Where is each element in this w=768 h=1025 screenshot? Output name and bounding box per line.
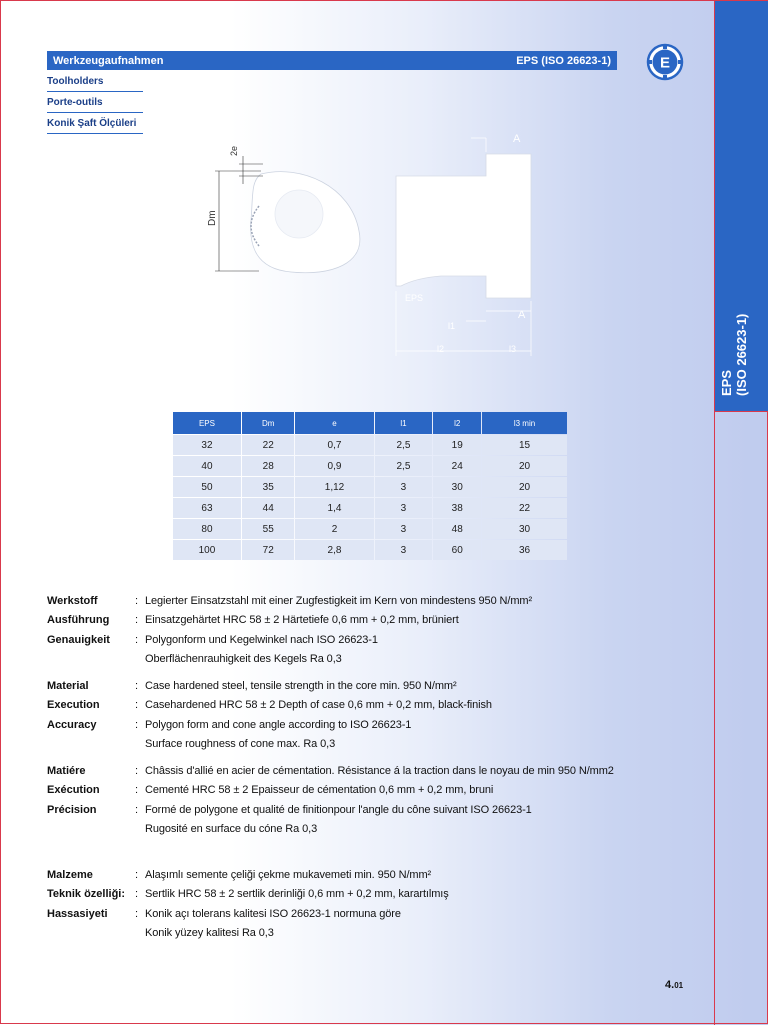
table-cell: 44 (242, 498, 295, 518)
spec-value: Oberflächenrauhigkeit des Kegels Ra 0,3 (145, 653, 342, 666)
spec-colon: : (135, 888, 139, 901)
spec-key: Werkstoff (47, 594, 98, 607)
spec-line (47, 820, 614, 840)
spec-line (47, 924, 449, 944)
spec-line (47, 696, 492, 716)
spec-line (47, 800, 614, 820)
table-cell: 3 (375, 477, 433, 497)
spec-colon: : (135, 594, 139, 607)
label-eps: EPS (405, 293, 424, 303)
spec-line (47, 885, 449, 905)
spec-value: Rugosité en surface du cóne Ra 0,3 (145, 823, 318, 836)
table-cell: 72 (242, 540, 295, 560)
table-cell: 2,5 (375, 435, 433, 455)
table-cell: 35 (242, 477, 295, 497)
spec-value: Formé de polygone et qualité de finitionpour l'angle du cône suivant ISO 26623-1 (145, 803, 532, 816)
col-l3: l3 min (482, 412, 567, 434)
side-tab-line1: EPS (719, 369, 734, 396)
table-cell: 0,9 (295, 456, 373, 476)
spec-value: Sertlik HRC 58 ± 2 sertlik derinliği 0,6 mm + 0,2 mm, karartılmış (145, 888, 449, 901)
spec-block (47, 676, 492, 754)
title-bar (47, 51, 617, 70)
table-cell: 3 (375, 498, 433, 518)
table-cell: 24 (433, 456, 481, 476)
page-number: 4.01 (665, 979, 684, 991)
spec-key: Exécution (47, 784, 100, 797)
spec-line (47, 761, 614, 781)
table-cell: 22 (482, 498, 567, 518)
spec-line (47, 630, 532, 650)
table-cell: 0,7 (295, 435, 373, 455)
spec-colon: : (135, 633, 139, 646)
spec-key: Hassasiyeti (47, 907, 108, 920)
label-l2: l2 (437, 344, 445, 354)
spec-line (47, 735, 492, 755)
spec-colon: : (135, 614, 139, 627)
label-a-top: A (513, 133, 521, 145)
spec-value: Surface roughness of cone max. Ra 0,3 (145, 738, 336, 751)
table-cell: 3 (375, 519, 433, 539)
table-cell: 19 (433, 435, 481, 455)
spec-key: Matiére (47, 764, 86, 777)
spec-value: Casehardened HRC 58 ± 2 Depth of case 0,6 mm + 0,2 mm, black-finish (145, 699, 492, 712)
table-cell: 28 (242, 456, 295, 476)
table-cell: 55 (242, 519, 295, 539)
table-row (173, 477, 567, 497)
spec-block (47, 591, 532, 669)
dim-2e: 2e (229, 145, 239, 156)
spec-value: Case hardened steel, tensile strength in the core min. 950 N/mm² (145, 679, 457, 692)
spec-key: Teknik özelliği: (47, 888, 126, 901)
spec-value: Legierter Einsatzstahl mit einer Zugfestigkeit im Kern von mindestens 950 N/mm² (145, 594, 533, 607)
table-cell: 30 (482, 519, 567, 539)
table-row (173, 540, 567, 560)
side-tab-line2: (ISO 26623-1) (734, 313, 749, 396)
technical-drawing (201, 126, 561, 366)
table-cell: 2 (295, 519, 373, 539)
spec-value: Einsatzgehärtet HRC 58 ± 2 Härtetiefe 0,6 mm + 0,2 mm, brüniert (145, 614, 459, 627)
spec-colon: : (135, 784, 139, 797)
col-eps: EPS (173, 412, 241, 434)
table-cell: 15 (482, 435, 567, 455)
table-row (173, 519, 567, 539)
table-row (173, 435, 567, 455)
spec-line (47, 591, 532, 611)
label-l1: l1 (448, 321, 456, 331)
title-left: Werkzeugaufnahmen (53, 54, 164, 67)
spec-colon: : (135, 699, 139, 712)
table-cell: 1,12 (295, 477, 373, 497)
col-dm: Dm (242, 412, 295, 434)
col-l1: l1 (375, 412, 433, 434)
title-right: EPS (ISO 26623-1) (516, 54, 611, 67)
table-cell: 40 (173, 456, 241, 476)
table-cell: 38 (433, 498, 481, 518)
spec-value: Konik yüzey kalitesi Ra 0,3 (145, 927, 274, 940)
label-a-bottom: A (518, 309, 526, 321)
table-cell: 50 (173, 477, 241, 497)
subtitle-porte-outils: Porte-outils (47, 97, 143, 113)
subtitle-toolholders: Toolholders (47, 76, 143, 92)
spec-key: Ausführung (47, 614, 110, 627)
spec-value: Châssis d'allié en acier de cémentation. Résistance á la traction dans le noyau de min 950 N/mm2 (145, 764, 614, 777)
logo-letter: E (659, 54, 671, 72)
spec-key: Execution (47, 699, 100, 712)
company-logo (646, 43, 684, 81)
spec-colon: : (135, 868, 139, 881)
spec-colon: : (135, 907, 139, 920)
spec-block (47, 761, 614, 839)
table-cell: 32 (173, 435, 241, 455)
spec-value: Polygon form and cone angle according to ISO 26623-1 (145, 718, 412, 731)
spec-value: Polygonform und Kegelwinkel nach ISO 26623-1 (145, 633, 378, 646)
col-l2: l2 (433, 412, 481, 434)
label-l3: l3 (509, 344, 517, 354)
spec-value: Konik açı tolerans kalitesi ISO 26623-1 normuna göre (145, 907, 401, 920)
table-cell: 22 (242, 435, 295, 455)
spec-colon: : (135, 679, 139, 692)
table-cell: 80 (173, 519, 241, 539)
spec-line (47, 781, 614, 801)
table-cell: 2,5 (375, 456, 433, 476)
table-cell: 1,4 (295, 498, 373, 518)
polygon-cross-section (251, 172, 360, 273)
spec-value: Alaşımlı semente çeliği çekme mukavemeti min. 950 N/mm² (145, 868, 432, 881)
spec-key: Malzeme (47, 868, 93, 881)
table-cell: 63 (173, 498, 241, 518)
table-cell: 100 (173, 540, 241, 560)
table-cell: 2,8 (295, 540, 373, 560)
table-row (173, 498, 567, 518)
spec-line (47, 865, 449, 885)
table-row (173, 456, 567, 476)
spec-colon: : (135, 718, 139, 731)
spec-key: Genauigkeit (47, 633, 110, 646)
spec-line (47, 904, 449, 924)
spec-line (47, 611, 532, 631)
dim-dm: Dm (207, 210, 218, 226)
table-cell: 36 (482, 540, 567, 560)
spec-colon: : (135, 803, 139, 816)
subtitle-konik: Konik Şaft Ölçüleri (47, 118, 143, 134)
spec-block (47, 865, 449, 943)
spec-key: Material (47, 679, 89, 692)
spec-colon: : (135, 764, 139, 777)
spec-line (47, 676, 492, 696)
spec-value: Cementé HRC 58 ± 2 Epaisseur de cémentation 0,6 mm + 0,2 mm, bruni (145, 784, 494, 797)
table-header-row (173, 412, 567, 434)
spec-key: Précision (47, 803, 97, 816)
table-cell: 48 (433, 519, 481, 539)
col-e: e (295, 412, 373, 434)
spec-line (47, 715, 492, 735)
side-tab-lower (714, 411, 768, 1025)
spec-line (47, 650, 532, 670)
dimension-table (172, 411, 568, 561)
side-view (396, 154, 531, 298)
spec-key: Accuracy (47, 718, 97, 731)
table-cell: 30 (433, 477, 481, 497)
table-cell: 20 (482, 456, 567, 476)
table-cell: 3 (375, 540, 433, 560)
table-cell: 20 (482, 477, 567, 497)
table-cell: 60 (433, 540, 481, 560)
